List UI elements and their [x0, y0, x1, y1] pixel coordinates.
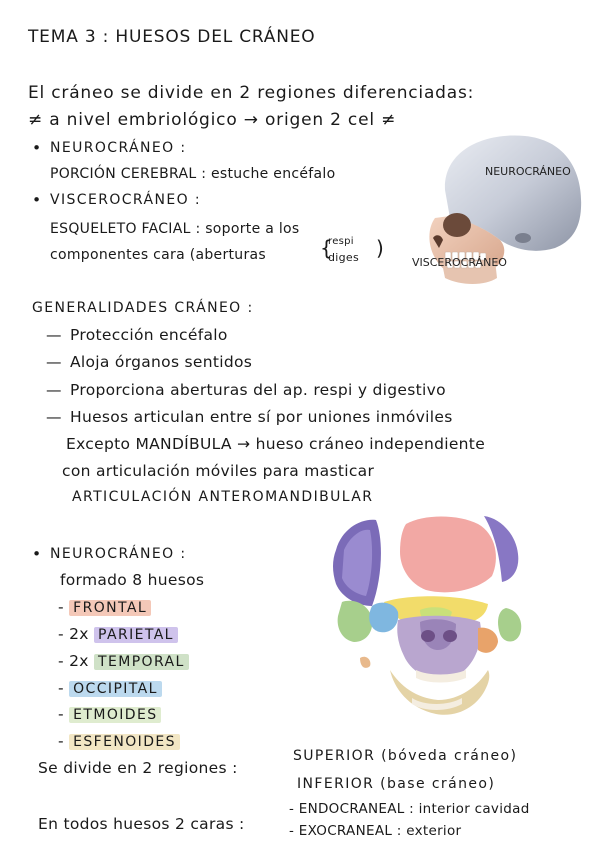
bone-dash: - — [58, 625, 64, 643]
dash: — — [46, 326, 62, 344]
generalidades-item-4: Huesos articulan entre sí por uniones inmóviles — [70, 408, 453, 426]
bone-parietal: PARIETAL — [94, 627, 178, 643]
skull-label-neuro: NEUROCRÁNEO — [485, 165, 571, 178]
bone-qty: 2x — [69, 652, 89, 670]
bone-dash: - — [58, 705, 64, 723]
bone-row-parietal — [58, 624, 178, 645]
neuro2-sub: formado 8 huesos — [60, 571, 205, 589]
viscero-desc-2: componentes cara (aberturas — [50, 247, 267, 263]
neuro2-heading: NEUROCRÁNEO : — [50, 546, 187, 562]
bone-row-temporal — [58, 651, 189, 672]
region-superior: SUPERIOR (bóveda cráneo) — [293, 748, 518, 764]
cara-exocraneal: - EXOCRANEAL : exterior — [289, 823, 462, 839]
bone-dash: - — [58, 652, 64, 670]
generalidades-exception-1: Excepto MANDÍBULA → hueso cráneo independiente — [66, 435, 486, 453]
generalidades-item-3: Proporciona aberturas del ap. respi y digestivo — [70, 381, 446, 399]
bone-dash: - — [58, 598, 64, 616]
bone-row-etmoides — [58, 704, 161, 725]
neuro-heading: NEUROCRÁNEO : — [50, 140, 187, 156]
cara-endocraneal: - ENDOCRANEAL : interior cavidad — [289, 801, 530, 817]
page-title: TEMA 3 : HUESOS DEL CRÁNEO — [28, 27, 316, 47]
skull-label-viscero: VISCEROCRÁNEO — [412, 256, 507, 269]
bone-row-frontal — [58, 597, 151, 618]
caras-label: En todos huesos 2 caras : — [38, 815, 245, 833]
viscero-heading: VISCEROCRÁNEO : — [50, 192, 201, 208]
skull-exploded-illustration — [328, 510, 528, 738]
brace-left: { — [320, 236, 334, 260]
bone-occipital: OCCIPITAL — [69, 681, 162, 697]
generalidades-item-1: Protección encéfalo — [70, 326, 228, 344]
intro-line-2: ≠ a nivel embriológico → origen 2 cel ≠ — [28, 110, 397, 130]
bone-dash: - — [58, 679, 64, 697]
skull-exploded-icon — [328, 510, 528, 738]
brace-right: ) — [376, 236, 385, 260]
viscero-desc-1: ESQUELETO FACIAL : soporte a los — [50, 221, 300, 237]
bullet-dot: • — [32, 191, 42, 209]
generalidades-heading: GENERALIDADES CRÁNEO : — [32, 300, 254, 316]
region-inferior: INFERIOR (base cráneo) — [297, 776, 496, 792]
generalidades-exception-2: con articulación móviles para masticar — [62, 462, 375, 480]
bullet-dot: • — [32, 545, 42, 563]
bone-esfenoides: ESFENOIDES — [69, 734, 180, 750]
dash: — — [46, 381, 62, 399]
bullet-dot: • — [32, 139, 42, 157]
bone-frontal: FRONTAL — [69, 600, 151, 616]
intro-line-1: El cráneo se divide en 2 regiones diferenciadas: — [28, 83, 475, 103]
generalidades-exception-3: ARTICULACIÓN ANTEROMANDIBULAR — [72, 489, 374, 505]
bone-qty: 2x — [69, 625, 89, 643]
generalidades-item-2: Aloja órganos sentidos — [70, 353, 253, 371]
viscero-open-2: diges — [328, 251, 360, 264]
bone-temporal: TEMPORAL — [94, 654, 189, 670]
dash: — — [46, 408, 62, 426]
regions-label: Se divide en 2 regiones : — [38, 759, 238, 777]
neuro-desc: PORCIÓN CEREBRAL : estuche encéfalo — [50, 166, 336, 182]
dash: — — [46, 353, 62, 371]
bone-dash: - — [58, 732, 64, 750]
bone-row-esfenoides — [58, 731, 180, 752]
bone-etmoides: ETMOIDES — [69, 707, 161, 723]
viscero-open-1: respi — [328, 236, 354, 247]
bone-row-occipital — [58, 678, 162, 699]
